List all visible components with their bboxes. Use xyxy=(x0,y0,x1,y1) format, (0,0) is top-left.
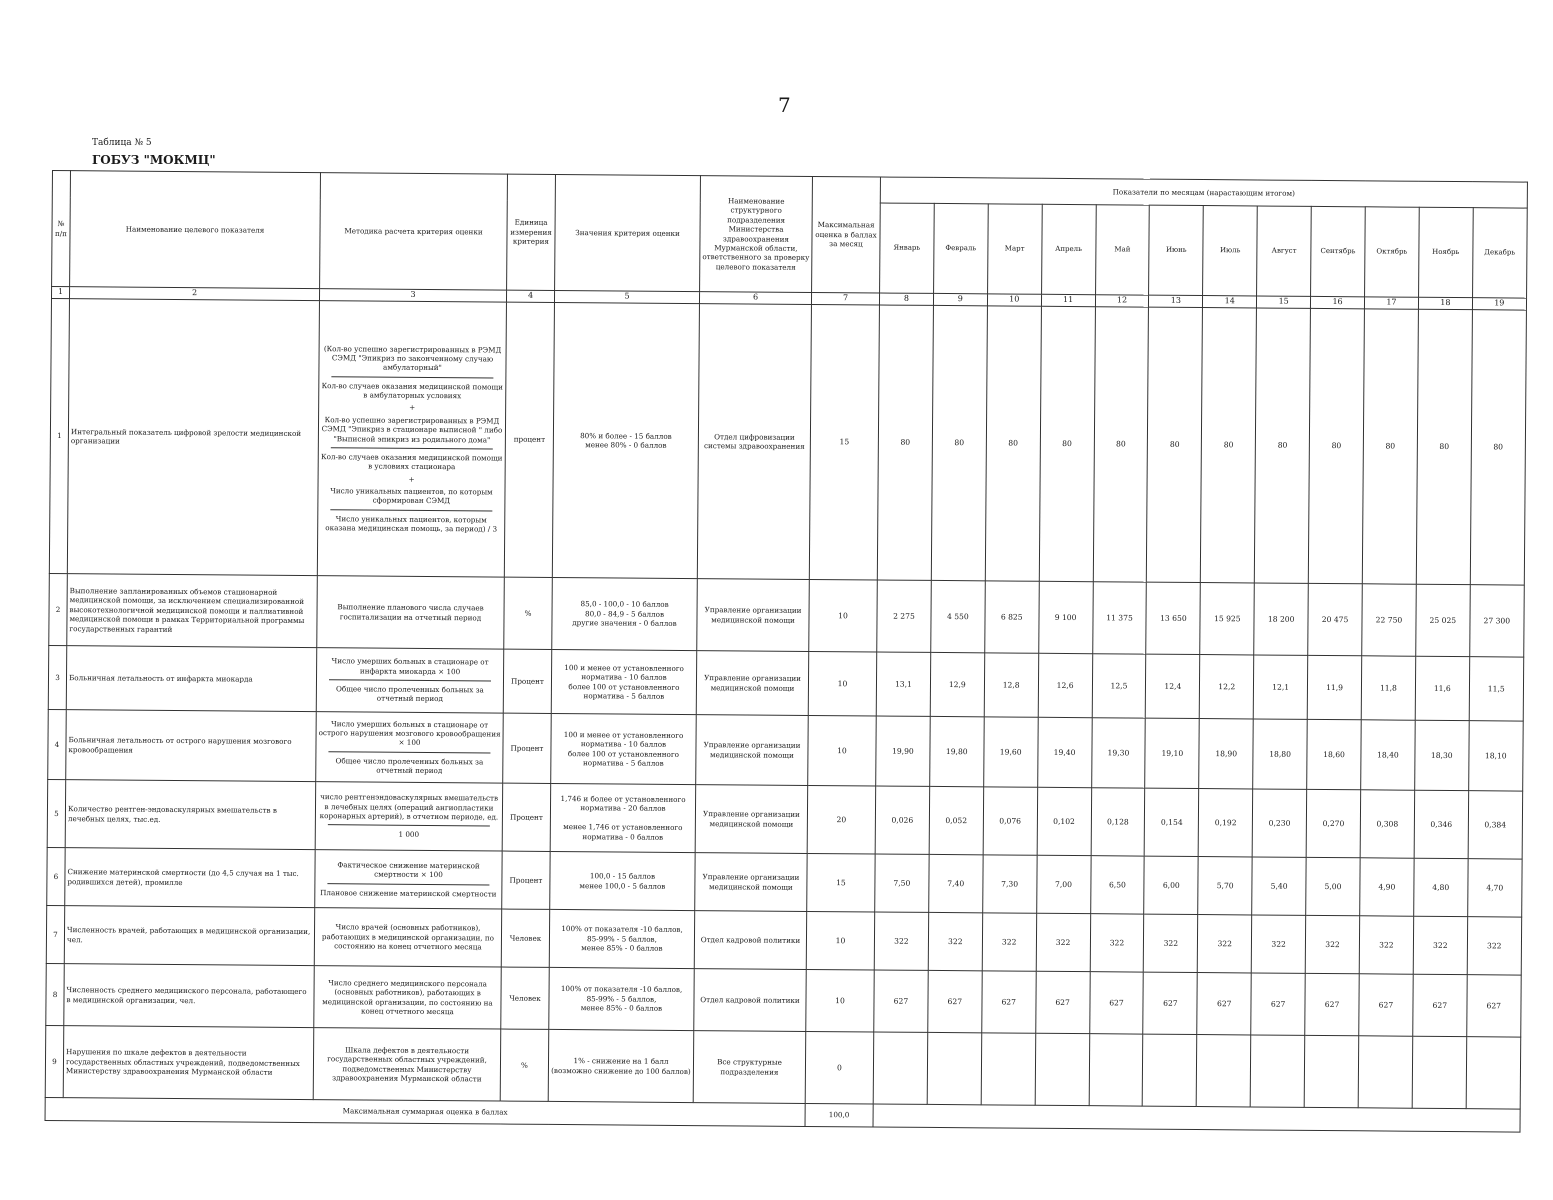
indicator-table-wrapper xyxy=(45,170,1527,1133)
method-cell: Выполнение планового числа случаев госпитализации на отчетный период xyxy=(317,576,505,649)
month-value: 80 xyxy=(985,306,1041,581)
formula-numerator: Кол-во успешно зарегистрированных в РЭМД СЭМД "Эпикриз в стационаре выписной " либо "Выписной эпикриз из родильного дома" xyxy=(321,414,503,444)
formula-block xyxy=(321,344,503,401)
criteria-values: 85,0 - 100,0 - 10 баллов 80,0 - 84,9 - 5 баллов другие значения - 0 баллов xyxy=(552,577,698,650)
month-value: 0,052 xyxy=(929,786,983,854)
month-value: 322 xyxy=(1144,914,1198,972)
responsible-dept: Все структурные подразделения xyxy=(693,1031,806,1104)
header-name: Наименование целевого показателя xyxy=(70,171,321,289)
responsible-dept: Отдел кадровой политики xyxy=(694,969,806,1032)
organization-title: ГОБУЗ "МОКМЦ" xyxy=(92,153,216,167)
fraction-line xyxy=(328,825,490,827)
max-score: 10 xyxy=(806,969,874,1032)
month-value: 4,80 xyxy=(1414,858,1468,916)
month-value: 6,00 xyxy=(1144,856,1198,914)
month-value: 80 xyxy=(1039,306,1095,581)
month-value: 20 475 xyxy=(1308,583,1362,655)
month-value: 5,00 xyxy=(1306,857,1360,915)
column-number: 8 xyxy=(879,293,933,305)
formula-denominator: Плановое снижение материнской смертности xyxy=(320,887,497,899)
unit-cell: Человек xyxy=(501,967,549,1029)
month-value xyxy=(1358,1036,1412,1108)
method-cell xyxy=(316,648,503,713)
month-value: 12,1 xyxy=(1253,655,1307,719)
unit-cell: процент xyxy=(504,302,554,577)
month-value: 80 xyxy=(1362,309,1418,584)
month-value: 15 925 xyxy=(1200,583,1254,655)
month-value: 322 xyxy=(928,912,982,970)
month-value: 18,90 xyxy=(1199,719,1253,789)
header-unit: Единица измерения критерия xyxy=(507,174,556,290)
month-value: 5,70 xyxy=(1198,857,1252,915)
month-value: 4,70 xyxy=(1467,859,1522,917)
formula-numerator: Число умерших больных в стационаре от инфаркта миокарда × 100 xyxy=(331,656,489,676)
month-value xyxy=(1197,1035,1251,1107)
unit-cell: Процент xyxy=(503,649,552,713)
column-number: 3 xyxy=(319,289,506,302)
month-value: 6 825 xyxy=(985,581,1039,653)
month-value: 7,30 xyxy=(982,855,1036,913)
total-label: Максимальная суммарная оценка в баллах xyxy=(45,1097,805,1126)
month-value: 0,076 xyxy=(983,787,1037,855)
header-month: Ноябрь xyxy=(1418,207,1473,297)
month-value: 18 200 xyxy=(1254,583,1308,655)
month-value xyxy=(981,1033,1035,1105)
row-number: 7 xyxy=(46,905,64,963)
column-number: 15 xyxy=(1257,296,1311,308)
month-value: 80 xyxy=(1416,309,1472,584)
table-row xyxy=(49,298,1526,585)
criteria-values: 1,746 и более от установленного норматива - 20 баллов менее 1,746 от установленного норматива - 0 баллов xyxy=(550,783,696,852)
month-value: 19,90 xyxy=(876,716,930,786)
formula-block xyxy=(321,415,503,472)
header-months-group: Показатели по месяцам (нарастающим итогом) xyxy=(880,177,1527,208)
responsible-dept: Отдел цифровизации системы здравоохранения xyxy=(697,304,811,580)
formula-numerator: Число умерших больных в стационаре от острого нарушения мозгового кровообращения × 100 xyxy=(318,718,501,748)
month-value: 12,9 xyxy=(930,652,984,716)
column-number: 18 xyxy=(1418,297,1472,309)
method-cell: Число среднего медицинского персонала (основных работников), работающих в медицинской организации, по состоянию на конец отчетного месяца xyxy=(314,966,501,1029)
month-value: 0,128 xyxy=(1091,788,1145,856)
column-number: 2 xyxy=(69,287,319,301)
month-value: 80 xyxy=(931,305,987,580)
formula-numerator: число рентгенэндоваскулярных вмешательств в лечебных целях (операций ангиопластики коронарных артерий), в отчетном периоде, ед. xyxy=(319,792,499,822)
formula-numerator: Число уникальных пациентов, по которым сформирован СЭМД xyxy=(330,486,493,506)
month-value: 0,308 xyxy=(1360,790,1414,858)
column-number: 14 xyxy=(1203,296,1257,308)
month-value: 0,192 xyxy=(1198,789,1252,857)
column-number: 13 xyxy=(1149,295,1203,307)
row-number: 9 xyxy=(45,1025,64,1097)
method-cell xyxy=(315,782,503,851)
formula-fraction xyxy=(318,719,500,776)
month-value: 322 xyxy=(1198,915,1252,973)
month-value: 627 xyxy=(1359,974,1413,1036)
formula-denominator: Число уникальных пациентов, которым оказана медицинская помощь, за период) / 3 xyxy=(325,513,498,534)
month-value xyxy=(1466,1037,1521,1109)
month-value xyxy=(1035,1033,1089,1105)
row-number: 3 xyxy=(48,645,67,709)
criteria-values: 100 и менее от установленного норматива - 10 баллов более 100 от установленного норматива - 5 баллов xyxy=(551,713,697,784)
month-value: 627 xyxy=(1251,973,1305,1035)
formula-denominator: Кол-во случаев оказания медицинской помощи в амбулаторных условиях xyxy=(321,380,504,401)
month-value: 0,270 xyxy=(1306,789,1360,857)
formula-fraction xyxy=(321,415,503,472)
method-cell: Число врачей (основных работников), работающих в медицинской организации, по состоянию на конец отчетного месяца xyxy=(314,908,501,967)
header-values: Значения критерия оценки xyxy=(555,174,701,291)
indicator-name: Количество рентген-эндоваскулярных вмешательств в лечебных целях, тыс.ед. xyxy=(65,780,316,850)
month-value: 2 275 xyxy=(877,580,931,652)
header-month: Апрель xyxy=(1041,204,1096,294)
month-value: 18,80 xyxy=(1253,719,1307,789)
month-value: 0,154 xyxy=(1145,788,1199,856)
month-value: 11,8 xyxy=(1361,656,1415,720)
column-number: 19 xyxy=(1472,298,1526,310)
max-score: 10 xyxy=(806,911,874,970)
header-month: Июль xyxy=(1203,206,1258,296)
month-value: 18,60 xyxy=(1307,719,1361,789)
month-value: 0,384 xyxy=(1468,791,1523,859)
header-max: Максимальная оценка в баллах за месяц xyxy=(812,176,881,293)
month-value: 18,40 xyxy=(1361,720,1415,790)
criteria-values: 100,0 - 15 баллов менее 100,0 - 5 баллов xyxy=(550,851,695,910)
max-score: 15 xyxy=(809,304,879,580)
indicator-name: Интегральный показатель цифровой зрелости медицинской организации xyxy=(67,299,319,576)
month-value: 80 xyxy=(1093,307,1149,582)
month-value: 80 xyxy=(1470,310,1526,585)
table-row xyxy=(48,709,1523,791)
month-value: 19,60 xyxy=(983,717,1037,787)
header-month: Август xyxy=(1257,206,1312,296)
max-score: 15 xyxy=(807,853,875,912)
table-caption: Таблица № 5 xyxy=(92,138,152,148)
formula-fraction xyxy=(321,344,503,401)
month-value: 25 025 xyxy=(1416,584,1470,656)
month-value: 11 375 xyxy=(1092,582,1146,654)
month-value: 12,5 xyxy=(1092,654,1146,718)
unit-cell: Процент xyxy=(502,783,551,851)
header-method: Методика расчета критерия оценки xyxy=(320,173,508,290)
fraction-line xyxy=(331,447,493,449)
month-value: 0,102 xyxy=(1037,787,1091,855)
indicator-name: Выполнение запланированных объемов стационарной медицинской помощи, за исключением специализированной высокотехнологичной медицинской помощи и паллиативной медицинской помощи в рамках Территориальной программы государственных гарантий xyxy=(67,574,318,648)
month-value: 627 xyxy=(928,970,982,1032)
indicator-table xyxy=(45,170,1528,1133)
month-value: 0,230 xyxy=(1252,789,1306,857)
header-month: Март xyxy=(987,204,1042,294)
header-month: Октябрь xyxy=(1365,207,1420,297)
max-score: 0 xyxy=(805,1031,874,1104)
month-value: 322 xyxy=(874,912,928,970)
column-number: 10 xyxy=(987,294,1041,306)
month-value: 19,30 xyxy=(1091,718,1145,788)
month-value: 12,8 xyxy=(984,653,1038,717)
month-value: 627 xyxy=(1305,973,1359,1035)
formula-denominator: Общее число пролеченных больных за отчетный период xyxy=(335,684,484,704)
fraction-line xyxy=(331,376,493,378)
table-row xyxy=(47,779,1522,859)
month-value: 627 xyxy=(1197,973,1251,1035)
month-value: 322 xyxy=(1359,916,1413,974)
month-value: 12,6 xyxy=(1038,653,1092,717)
max-score: 20 xyxy=(807,785,876,854)
row-number: 1 xyxy=(49,298,69,573)
indicator-name: Численность среднего медицинского персонала, работающего в медицинской организации, чел. xyxy=(64,964,314,1028)
row-number: 2 xyxy=(49,573,68,645)
month-value: 27 300 xyxy=(1470,585,1525,657)
month-value: 7,50 xyxy=(875,854,929,912)
month-value: 12,2 xyxy=(1200,655,1254,719)
unit-cell: Человек xyxy=(501,909,549,967)
month-value: 7,00 xyxy=(1036,855,1090,913)
month-value: 13,1 xyxy=(876,652,930,716)
formula-numerator: (Кол-во успешно зарегистрированных в РЭМД СЭМД "Эпикриз по законченному случаю амбулаторный" xyxy=(323,343,502,373)
column-number: 11 xyxy=(1041,294,1095,306)
column-number: 7 xyxy=(811,292,879,305)
max-score: 10 xyxy=(809,579,878,652)
month-value: 322 xyxy=(1413,916,1467,974)
formula-fraction xyxy=(317,860,499,899)
month-value: 19,40 xyxy=(1037,717,1091,787)
column-number: 4 xyxy=(506,290,554,302)
formula-block xyxy=(320,486,502,534)
header-num: № п/п xyxy=(52,171,71,287)
responsible-dept: Управление организации медицинской помощи xyxy=(697,579,810,652)
column-number: 5 xyxy=(554,290,699,303)
month-value: 80 xyxy=(1201,308,1257,583)
month-value: 19,80 xyxy=(930,716,984,786)
fraction-line xyxy=(328,751,490,753)
formula-fraction xyxy=(318,792,500,840)
fraction-line xyxy=(327,883,489,885)
max-score: 10 xyxy=(808,651,877,716)
month-value: 6,50 xyxy=(1090,856,1144,914)
month-value: 627 xyxy=(1089,972,1143,1034)
indicator-name: Нарушения по шкале дефектов в деятельности государственных областных учреждений, подведомственных Министерству здравоохранения Мурманской области xyxy=(63,1026,314,1100)
month-value: 322 xyxy=(982,913,1036,971)
month-value xyxy=(1143,1034,1197,1106)
method-cell xyxy=(315,850,502,909)
month-value: 627 xyxy=(874,970,928,1032)
responsible-dept: Управление организации медицинской помощи xyxy=(695,853,807,912)
unit-cell: % xyxy=(500,1029,549,1101)
criteria-values: 80% и более - 15 баллов менее 80% - 0 баллов xyxy=(552,302,699,578)
formula-numerator: Фактическое снижение материнской смертности × 100 xyxy=(337,860,480,880)
header-month: Январь xyxy=(880,203,935,293)
header-dept: Наименование структурного подразделения Министерства здравоохранения Мурманской области, ответственного за проверку целевого показателя xyxy=(700,176,813,293)
table-row xyxy=(49,573,1524,657)
month-value: 627 xyxy=(1035,971,1089,1033)
month-value: 322 xyxy=(1467,917,1522,975)
indicator-name: Больничная летальность от острого нарушения мозгового кровообращения xyxy=(66,710,317,782)
month-value: 11,9 xyxy=(1307,655,1361,719)
month-value: 12,4 xyxy=(1146,654,1200,718)
month-value: 7,40 xyxy=(929,854,983,912)
unit-cell: Процент xyxy=(502,851,550,909)
column-number: 1 xyxy=(51,287,69,299)
fraction-line xyxy=(330,509,492,511)
method-cell: Шкала дефектов в деятельности государственных областных учреждений, подведомственных Министерству здравоохранения Мурманской области xyxy=(313,1028,501,1101)
formula-denominator: 1 000 xyxy=(398,830,420,840)
month-value: 80 xyxy=(1255,308,1311,583)
month-value: 18,30 xyxy=(1415,720,1469,790)
responsible-dept: Управление организации медицинской помощи xyxy=(696,651,808,716)
month-value: 80 xyxy=(1147,307,1203,582)
month-value: 22 750 xyxy=(1362,584,1416,656)
unit-cell: Процент xyxy=(503,713,552,783)
month-value: 627 xyxy=(1143,972,1197,1034)
header-month: Июнь xyxy=(1149,205,1204,295)
month-value xyxy=(873,1032,927,1104)
month-value: 5,40 xyxy=(1252,857,1306,915)
column-number: 9 xyxy=(933,293,987,305)
month-value: 0,346 xyxy=(1414,790,1468,858)
criteria-values: 1% - снижение на 1 балл (возможно снижение до 100 баллов) xyxy=(548,1029,694,1102)
responsible-dept: Управление организации медицинской помощи xyxy=(696,715,809,786)
month-value: 0,026 xyxy=(875,786,929,854)
criteria-values: 100 и менее от установленного норматива - 10 баллов более 100 от установленного норматива - 5 баллов xyxy=(551,649,696,714)
month-value: 80 xyxy=(1308,308,1364,583)
plus-sign: + xyxy=(409,403,416,413)
header-month: Февраль xyxy=(933,203,988,293)
plus-sign: + xyxy=(408,474,415,484)
formula-denominator: Кол-во случаев оказания медицинской помощи в условиях стационара xyxy=(321,451,503,472)
table-row xyxy=(45,1025,1520,1109)
month-value: 4,90 xyxy=(1360,858,1414,916)
month-value: 627 xyxy=(1413,974,1467,1036)
month-value: 322 xyxy=(1305,915,1359,973)
column-number: 16 xyxy=(1311,296,1365,308)
month-value xyxy=(1304,1035,1358,1107)
max-score: 10 xyxy=(808,715,877,786)
month-value: 13 650 xyxy=(1146,582,1200,654)
page-number: 7 xyxy=(778,93,791,117)
month-value: 322 xyxy=(1036,913,1090,971)
month-value: 627 xyxy=(982,971,1036,1033)
month-value: 322 xyxy=(1090,914,1144,972)
month-value: 322 xyxy=(1251,915,1305,973)
month-value: 80 xyxy=(877,305,933,580)
month-value: 19,10 xyxy=(1145,718,1199,788)
indicator-name: Численность врачей, работающих в медицинской организации, чел. xyxy=(64,906,314,966)
method-cell xyxy=(316,712,504,783)
method-cell xyxy=(317,301,506,577)
criteria-values: 100% от показателя -10 баллов, 85-99% - 5 баллов, менее 85% - 0 баллов xyxy=(549,967,694,1030)
month-value: 9 100 xyxy=(1038,581,1092,653)
unit-cell: % xyxy=(504,577,553,649)
column-number: 12 xyxy=(1095,295,1149,307)
row-number: 6 xyxy=(47,847,65,905)
formula-denominator: Общее число пролеченных больных за отчетный период xyxy=(335,755,484,776)
total-empty xyxy=(873,1104,1520,1132)
table-row xyxy=(46,963,1521,1037)
month-value xyxy=(1412,1036,1466,1108)
criteria-values: 100% от показателя -10 баллов, 85-99% - 5 баллов, менее 85% - 0 баллов xyxy=(549,909,694,968)
fraction-line xyxy=(329,679,491,681)
row-number: 4 xyxy=(48,709,67,779)
month-value xyxy=(1089,1034,1143,1106)
row-number: 8 xyxy=(46,963,64,1025)
month-value: 18,10 xyxy=(1468,721,1523,791)
column-number: 6 xyxy=(699,292,811,305)
month-value: 11,6 xyxy=(1415,656,1469,720)
formula-fraction xyxy=(320,486,502,534)
month-value: 11,5 xyxy=(1469,657,1524,721)
header-month: Декабрь xyxy=(1472,208,1527,298)
month-value xyxy=(927,1032,981,1104)
responsible-dept: Управление организации медицинской помощи xyxy=(695,785,808,854)
month-value xyxy=(1250,1035,1304,1107)
header-month: Сентябрь xyxy=(1311,206,1366,296)
header-month: Май xyxy=(1095,205,1150,295)
column-number: 17 xyxy=(1364,297,1418,309)
indicator-name: Снижение материнской смертности (до 4,5 случая на 1 тыс. родившихся детей), промилле xyxy=(65,848,315,908)
total-value: 100,0 xyxy=(805,1103,873,1127)
formula-fraction xyxy=(319,656,501,704)
table-row xyxy=(48,645,1523,721)
month-value: 627 xyxy=(1467,975,1522,1037)
month-value: 4 550 xyxy=(931,580,985,652)
indicator-name: Больничная летальность от инфаркта миокарда xyxy=(66,646,316,712)
row-number: 5 xyxy=(47,779,66,847)
responsible-dept: Отдел кадровой политики xyxy=(694,911,806,970)
